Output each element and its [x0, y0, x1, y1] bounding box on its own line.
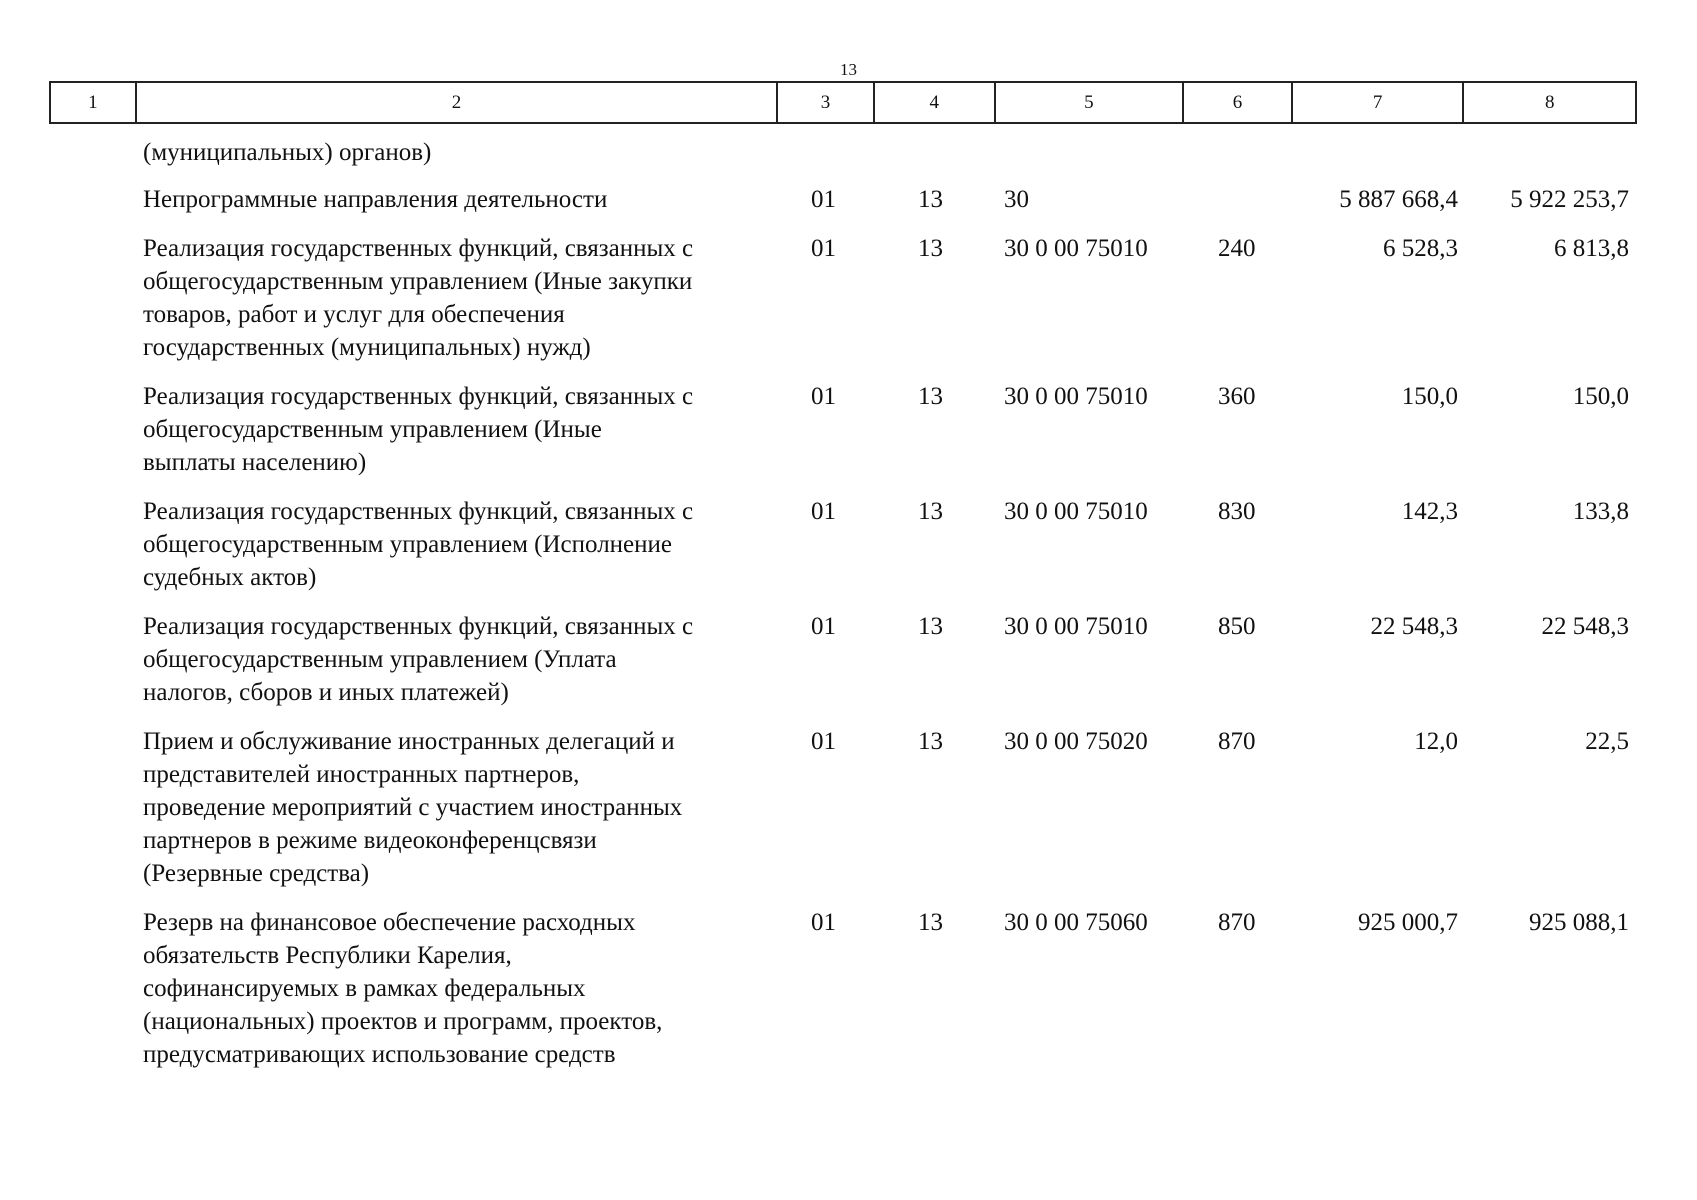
cell-col-1: [49, 183, 135, 216]
name-line: Реализация государственных функций, связанных с: [143, 383, 694, 410]
name-line: (Резервные средства): [143, 860, 370, 887]
cell-name: [135, 610, 778, 709]
table-row: [49, 232, 1637, 364]
cell-expense-type: 870: [1218, 728, 1256, 755]
name-line: партнеров в режиме видеоконференцсвязи: [143, 827, 597, 854]
cell-section: 01: [811, 383, 836, 410]
name-line: Реализация государственных функций, связанных с: [143, 498, 694, 525]
cell-col-1: [49, 906, 135, 1071]
cell-subsection: 13: [918, 498, 943, 525]
cell-amount-year-2: 150,0: [1572, 383, 1629, 410]
name-line: Непрограммные направления деятельности: [143, 186, 608, 213]
cell-amount-year-1: 150,0: [1401, 383, 1458, 410]
table-row: [49, 380, 1637, 479]
cell-target-article: 30 0 00 75010: [1004, 383, 1148, 410]
name-line: Резерв на финансовое обеспечение расходных: [143, 909, 636, 936]
cell-target-article: 30 0 00 75010: [1004, 498, 1148, 525]
cell-amount-year-1: 5 887 668,4: [1339, 186, 1458, 213]
cell-amount-year-1: 22 548,3: [1370, 613, 1458, 640]
cell-section: 01: [811, 909, 836, 936]
cell-section: 01: [811, 613, 836, 640]
name-line: товаров, работ и услуг для обеспечения: [143, 301, 565, 328]
cell-col-1: [49, 380, 135, 479]
cell-section: [778, 136, 875, 169]
cell-target-article: 30: [1004, 186, 1029, 213]
cell-name: [135, 495, 778, 594]
name-line: представителей иностранных партнеров,: [143, 761, 580, 788]
cell-amount-year-1: 142,3: [1401, 498, 1458, 525]
cell-amount-year-1: 12,0: [1414, 728, 1458, 755]
cell-name: [135, 183, 778, 216]
cell-amount-year-2: 5 922 253,7: [1510, 186, 1629, 213]
cell-col-1: [49, 136, 135, 169]
cell-subsection: 13: [918, 383, 943, 410]
name-line: Прием и обслуживание иностранных делегаций и: [143, 728, 675, 755]
cell-col-1: [49, 232, 135, 364]
cell-expense-type: [1185, 183, 1294, 216]
cell-expense-type: 240: [1218, 235, 1256, 262]
table-body: [49, 136, 1637, 1087]
cell-target-article: 30 0 00 75010: [1004, 613, 1148, 640]
name-line: (национальных) проектов и программ, проектов,: [143, 1008, 663, 1035]
table-row: [49, 495, 1637, 594]
cell-name: [135, 906, 778, 1071]
cell-target-article: 30 0 00 75010: [1004, 235, 1148, 262]
header-col-3: 3: [778, 83, 875, 122]
cell-expense-type: 830: [1218, 498, 1256, 525]
name-line: государственных (муниципальных) нужд): [143, 334, 591, 361]
cell-target-article: [996, 136, 1185, 169]
page-number: 13: [840, 60, 857, 79]
cell-target-article: 30 0 00 75060: [1004, 909, 1148, 936]
cell-amount-year-2: 22,5: [1585, 728, 1629, 755]
name-line: выплаты населению): [143, 449, 367, 476]
name-line: общегосударственным управлением (Уплата: [143, 646, 617, 673]
table-row: [49, 183, 1637, 216]
table-row: [49, 136, 1637, 169]
cell-section: 01: [811, 186, 836, 213]
cell-subsection: 13: [918, 235, 943, 262]
cell-subsection: 13: [918, 186, 943, 213]
table-row: [49, 725, 1637, 890]
cell-amount-year-2: [1466, 136, 1637, 169]
header-col-5: 5: [996, 83, 1185, 122]
cell-col-1: [49, 725, 135, 890]
cell-col-1: [49, 495, 135, 594]
cell-section: 01: [811, 498, 836, 525]
cell-target-article: 30 0 00 75020: [1004, 728, 1148, 755]
cell-col-1: [49, 610, 135, 709]
cell-expense-type: 360: [1218, 383, 1256, 410]
cell-subsection: 13: [918, 728, 943, 755]
table-row: [49, 610, 1637, 709]
cell-section: 01: [811, 235, 836, 262]
cell-amount-year-2: 6 813,8: [1554, 235, 1629, 262]
cell-amount-year-2: 925 088,1: [1529, 909, 1629, 936]
header-col-8: 8: [1544, 91, 1555, 113]
name-line: Реализация государственных функций, связанных с: [143, 613, 694, 640]
cell-expense-type: 870: [1218, 909, 1256, 936]
cell-subsection: [875, 136, 996, 169]
cell-amount-year-2: 133,8: [1572, 498, 1629, 525]
header-col-2: 2: [137, 83, 778, 122]
name-line: общегосударственным управлением (Иные закупки: [143, 268, 693, 295]
header-col-6: 6: [1184, 83, 1293, 122]
name-line: (муниципальных) органов): [143, 139, 432, 166]
cell-name: [135, 380, 778, 479]
name-line: общегосударственным управлением (Иные: [143, 416, 602, 443]
header-col-4: 4: [875, 83, 996, 122]
cell-amount-year-1: 925 000,7: [1358, 909, 1458, 936]
name-line: обязательств Республики Карелия,: [143, 942, 512, 969]
cell-section: 01: [811, 728, 836, 755]
header-col-1: 1: [51, 83, 137, 122]
cell-name: [135, 232, 778, 364]
name-line: общегосударственным управлением (Исполнение: [143, 531, 673, 558]
table-header: [49, 81, 1637, 124]
table-row: [49, 906, 1637, 1071]
cell-subsection: 13: [918, 909, 943, 936]
name-line: проведение мероприятий с участием иностранных: [143, 794, 683, 821]
cell-amount-year-1: [1294, 136, 1466, 169]
cell-amount-year-1: 6 528,3: [1383, 235, 1458, 262]
cell-name: [135, 725, 778, 890]
cell-expense-type: 850: [1218, 613, 1256, 640]
cell-name: [135, 136, 778, 169]
name-line: софинансируемых в рамках федеральных: [143, 975, 586, 1002]
name-line: Реализация государственных функций, связанных с: [143, 235, 694, 262]
cell-amount-year-2: 22 548,3: [1541, 613, 1629, 640]
name-line: налогов, сборов и иных платежей): [143, 679, 509, 706]
cell-subsection: 13: [918, 613, 943, 640]
cell-expense-type: [1185, 136, 1294, 169]
header-col-7: 7: [1293, 83, 1465, 122]
name-line: предусматривающих использование средств: [143, 1041, 616, 1068]
name-line: судебных актов): [143, 564, 317, 591]
